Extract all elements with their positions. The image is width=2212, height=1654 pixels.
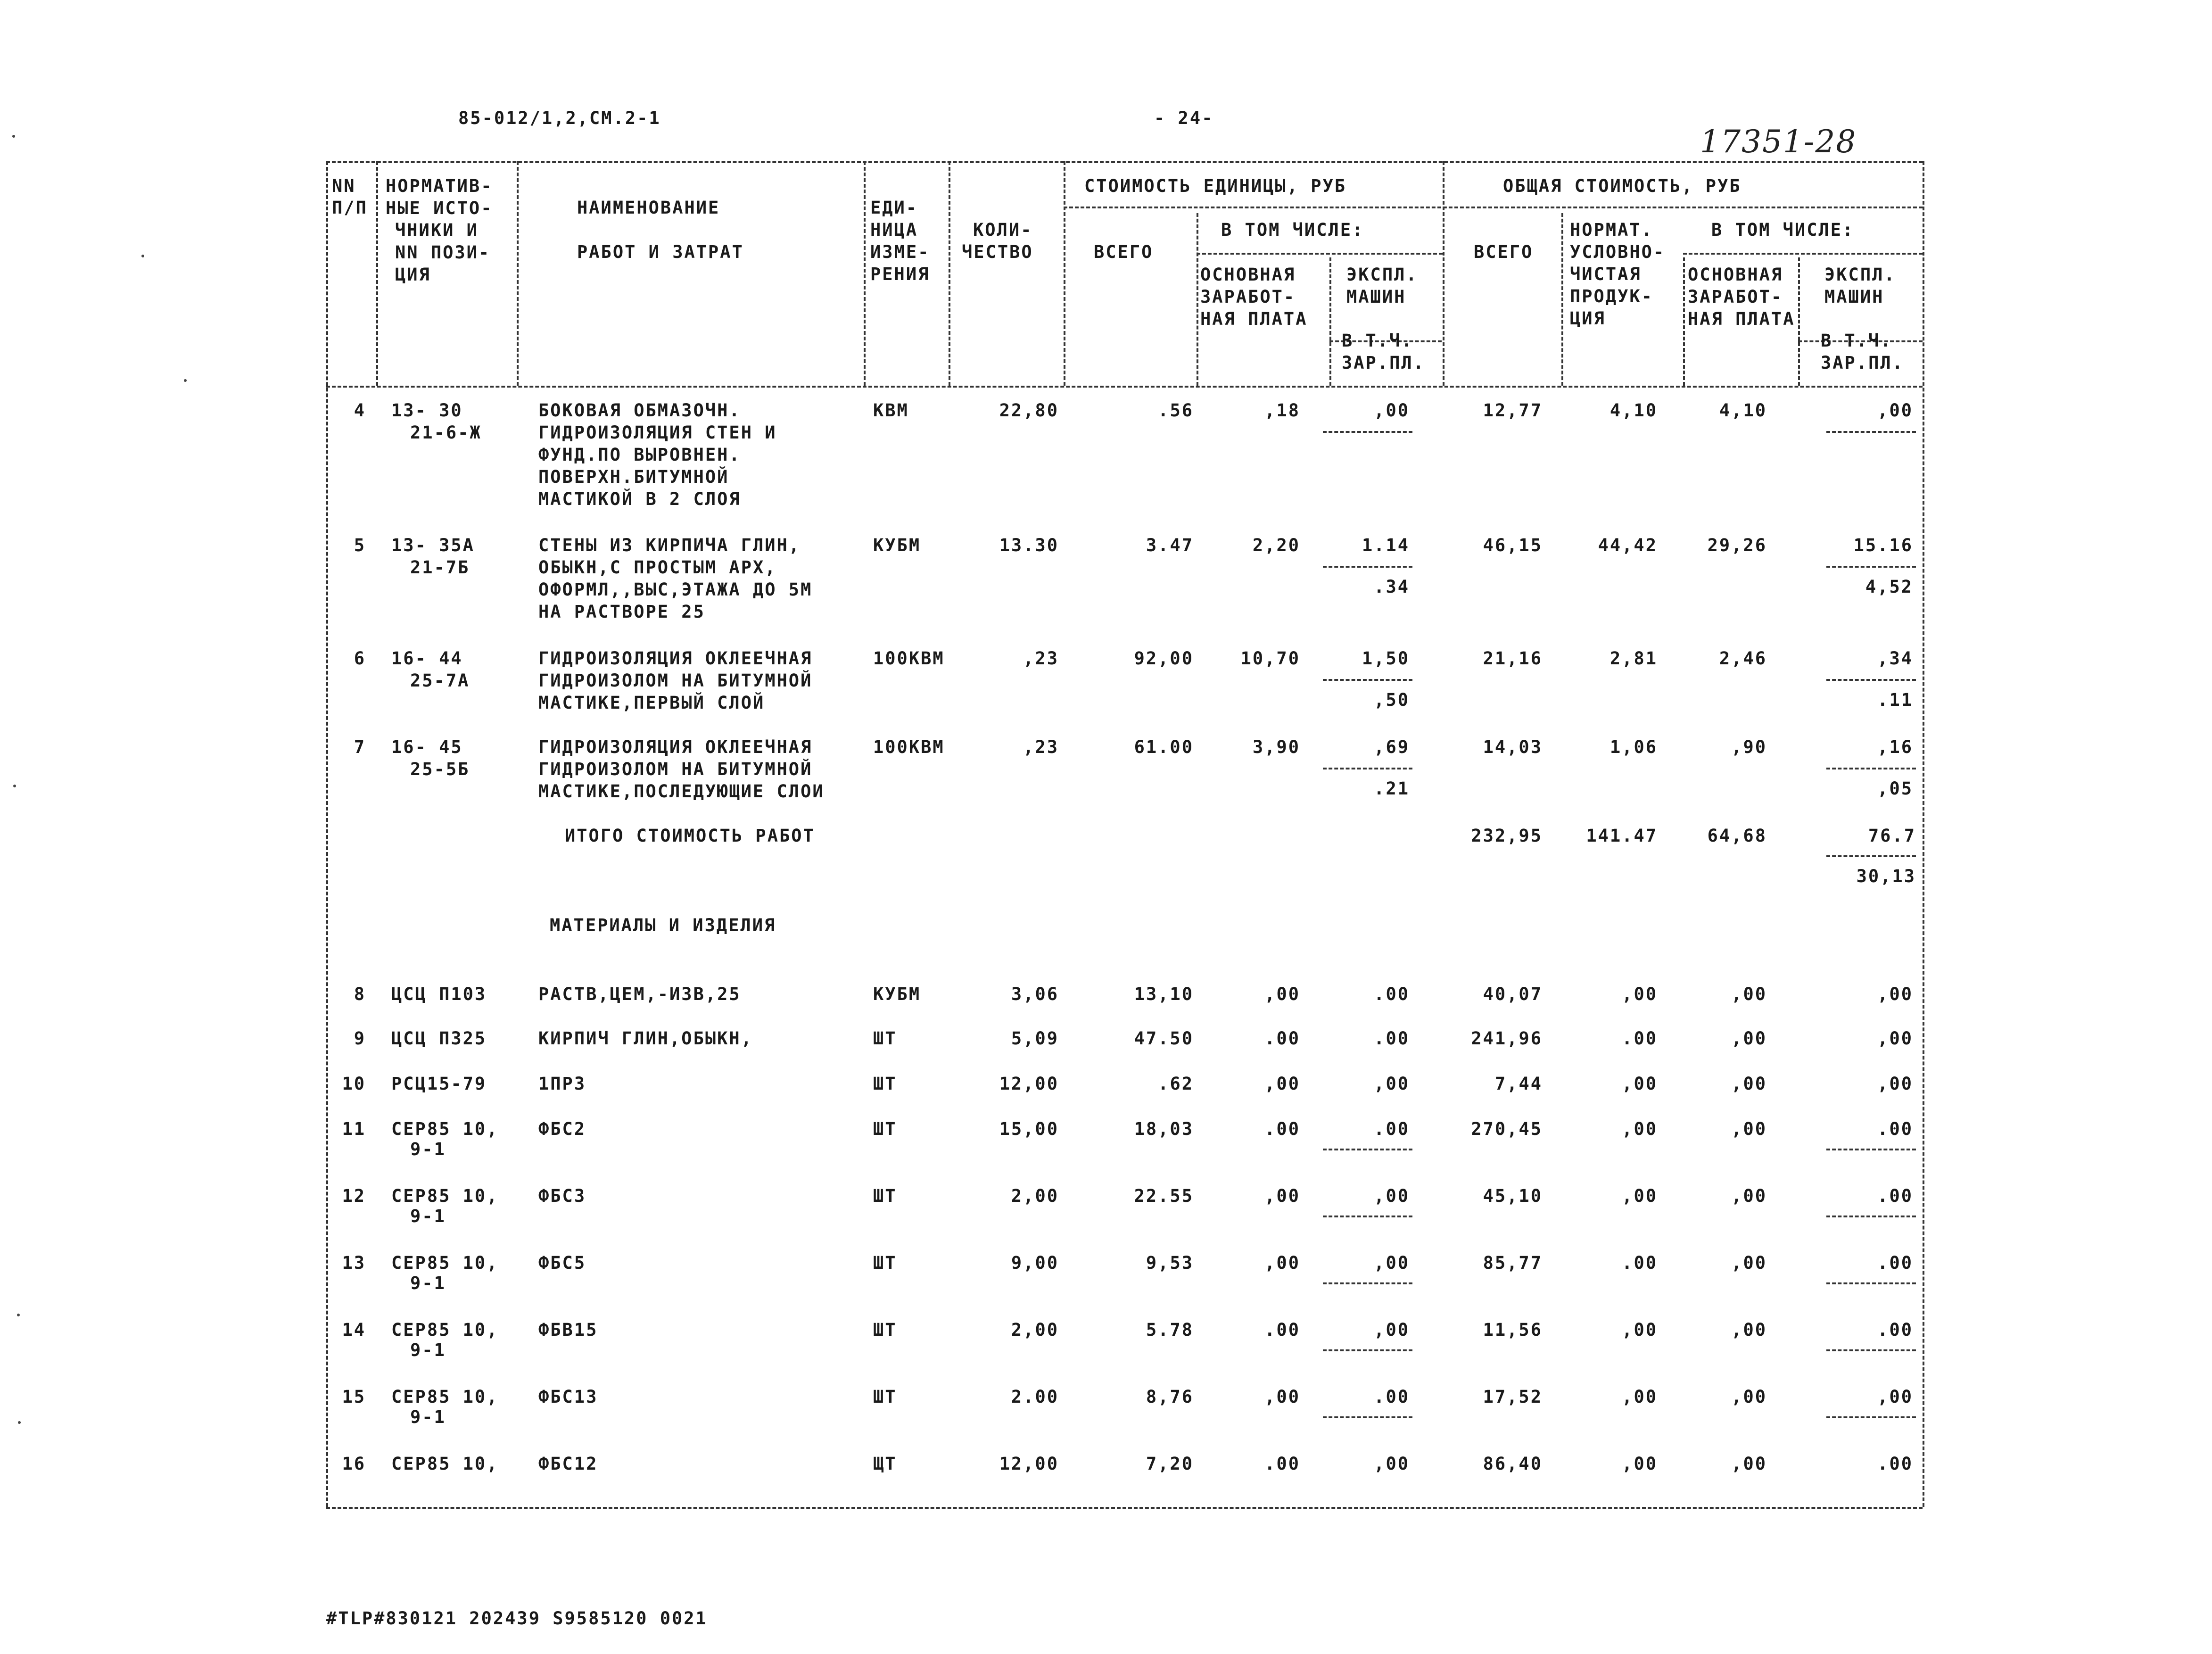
- material-row-unit-mach: ,00: [1374, 1186, 1410, 1206]
- header-col-num: NN: [332, 176, 356, 196]
- work-total-total: 232,95: [1471, 826, 1543, 846]
- material-row-code: 9-1: [410, 1340, 446, 1360]
- material-row-unit: ШТ: [873, 1028, 897, 1049]
- scan-speck: [184, 379, 187, 382]
- work-row-qty: 22,80: [999, 400, 1059, 421]
- material-row-code: СЕР85 10,: [391, 1186, 499, 1206]
- work-row-total-norm: 1,06: [1609, 737, 1658, 757]
- material-row-num: 13: [342, 1253, 366, 1273]
- work-row-name: НА РАСТВОРЕ 25: [538, 602, 705, 622]
- header-total-cost-group: ОБЩАЯ СТОИМОСТЬ, РУБ: [1503, 176, 1742, 196]
- header-col-unit: ЕДИ-: [870, 198, 918, 218]
- work-row-unit: КВМ: [873, 400, 909, 421]
- material-row-unit: КУБМ: [873, 984, 921, 1004]
- header-total-wage: НАЯ ПЛАТА: [1688, 309, 1795, 329]
- material-row-unit-wage: .00: [1264, 1454, 1300, 1474]
- material-row-total: 17,52: [1483, 1387, 1543, 1407]
- material-row-unit-total: 5.78: [1146, 1320, 1194, 1340]
- work-row-qty: ,23: [1023, 648, 1059, 669]
- work-row-norm: 25-7А: [410, 670, 470, 691]
- work-row-qty: 13.30: [999, 535, 1059, 555]
- table-bottom-rule: [326, 1507, 1923, 1509]
- work-row-norm: 16- 45: [391, 737, 463, 757]
- header-col-qty: ЧЕСТВО: [962, 242, 1033, 262]
- material-row-total-mach: ,00: [1877, 984, 1913, 1004]
- scan-speck: [17, 1314, 20, 1316]
- work-row-name: ГИДРОИЗОЛЯЦИЯ СТЕН И: [538, 422, 777, 443]
- work-row-num: 5: [354, 535, 366, 555]
- material-row-total-mach: .00: [1877, 1454, 1913, 1474]
- work-row-norm: 16- 44: [391, 648, 463, 669]
- work-row-unit-total: 61.00: [1134, 737, 1194, 757]
- material-row-code: РСЦ15-79: [391, 1074, 487, 1094]
- material-row-unit: ШТ: [873, 1320, 897, 1340]
- work-row-unit-mach: ,69: [1374, 737, 1410, 757]
- header-total-mach: ЭКСПЛ.: [1824, 265, 1896, 285]
- material-row-qty: 9,00: [1011, 1253, 1059, 1273]
- material-row-total-norm: ,00: [1622, 1387, 1658, 1407]
- subtotal-dash: [1826, 1282, 1916, 1284]
- subtotal-dash: [1323, 1416, 1412, 1418]
- material-row-num: 9: [354, 1028, 366, 1049]
- material-row-total-norm: .00: [1622, 1028, 1658, 1049]
- material-row-qty: 2,00: [1011, 1320, 1059, 1340]
- material-row-total: 45,10: [1483, 1186, 1543, 1206]
- material-row-name: ФБВ15: [538, 1320, 598, 1340]
- material-row-num: 11: [342, 1119, 366, 1139]
- header-unit-wage: ЗАРАБОТ-: [1200, 287, 1296, 307]
- work-row-total-norm: 2,81: [1609, 648, 1658, 669]
- material-row-total-mach: .00: [1877, 1119, 1913, 1139]
- work-row-total-mach-wage: .11: [1877, 690, 1913, 710]
- subtotal-dash: [1826, 1216, 1916, 1217]
- work-row-unit-wage: 10,70: [1240, 648, 1300, 669]
- work-row-total-wage: 29,26: [1707, 535, 1767, 555]
- work-row-unit-mach-wage: .34: [1374, 577, 1410, 597]
- work-row-unit: 100КВМ: [873, 648, 945, 669]
- material-row-total-wage: ,00: [1731, 1119, 1767, 1139]
- material-row-unit-mach: ,00: [1374, 1320, 1410, 1340]
- work-row-name: МАСТИКЕ,ПОСЛЕДУЮЩИЕ СЛОИ: [538, 781, 825, 802]
- scan-speck: [13, 785, 16, 787]
- work-row-norm: 13- 30: [391, 400, 463, 421]
- header-unit-mach-sub: ЗАР.ПЛ.: [1342, 353, 1425, 373]
- work-row-total-norm: 44,42: [1598, 535, 1658, 555]
- header-unit-wage: НАЯ ПЛАТА: [1200, 309, 1308, 329]
- material-row-qty: 12,00: [999, 1454, 1059, 1474]
- work-total-wage: 64,68: [1707, 826, 1767, 846]
- material-row-num: 15: [342, 1387, 366, 1407]
- work-row-total-mach: ,00: [1877, 400, 1913, 421]
- material-row-unit-wage: .00: [1264, 1119, 1300, 1139]
- material-row-unit-mach: .00: [1374, 1119, 1410, 1139]
- material-row-qty: 2,00: [1011, 1186, 1059, 1206]
- material-row-name: КИРПИЧ ГЛИН,ОБЫКН,: [538, 1028, 753, 1049]
- table-left-border: [326, 161, 328, 1507]
- work-row-total-mach-wage: ,05: [1877, 778, 1913, 799]
- material-row-name: РАСТВ,ЦЕМ,-ИЗВ,25: [538, 984, 741, 1004]
- work-row-name: ОБЫКН,С ПРОСТЫМ АРХ,: [538, 557, 777, 578]
- material-row-total-mach: .00: [1877, 1186, 1913, 1206]
- material-row-unit-wage: ,00: [1264, 1387, 1300, 1407]
- material-row-name: ФБС3: [538, 1186, 586, 1206]
- material-row-unit-mach: .00: [1374, 1387, 1410, 1407]
- subtotal-dash: [1826, 1149, 1916, 1150]
- column-separator: [1443, 161, 1444, 386]
- work-row-unit-mach: 1.14: [1362, 535, 1410, 555]
- material-row-num: 12: [342, 1186, 366, 1206]
- material-row-name: ФБС12: [538, 1454, 598, 1474]
- work-row-total-mach: 15.16: [1853, 535, 1913, 555]
- material-row-unit-mach: ,00: [1374, 1454, 1410, 1474]
- work-row-unit-wage: 3,90: [1252, 737, 1300, 757]
- work-row-unit-mach-wage: ,50: [1374, 690, 1410, 710]
- material-row-code: 9-1: [410, 1206, 446, 1226]
- work-row-total-mach: ,16: [1877, 737, 1913, 757]
- material-row-code: 9-1: [410, 1139, 446, 1159]
- material-row-unit-total: 13,10: [1134, 984, 1194, 1004]
- table-right-border: [1923, 161, 1924, 1507]
- material-row-name: ФБС13: [538, 1387, 598, 1407]
- material-row-total-wage: ,00: [1731, 984, 1767, 1004]
- work-row-norm: 21-6-Ж: [410, 422, 482, 443]
- material-row-code: ЦСЦ П325: [391, 1028, 487, 1049]
- header-group-rule: [1064, 207, 1923, 208]
- header-total-mach-sub: В Т.Ч.: [1821, 331, 1892, 351]
- work-row-total-wage: ,90: [1731, 737, 1767, 757]
- material-row-total-wage: ,00: [1731, 1253, 1767, 1273]
- header-bottom-rule: [326, 386, 1923, 388]
- work-row-unit-mach-wage: .21: [1374, 778, 1410, 799]
- material-row-code: СЕР85 10,: [391, 1119, 499, 1139]
- material-row-total-wage: ,00: [1731, 1028, 1767, 1049]
- scan-speck: [141, 255, 144, 257]
- work-row-num: 4: [354, 400, 366, 421]
- subtotal-dash: [1323, 1349, 1412, 1351]
- material-row-qty: 5,09: [1011, 1028, 1059, 1049]
- material-row-qty: 2.00: [1011, 1387, 1059, 1407]
- subtotal-dash: [1323, 679, 1412, 681]
- column-separator: [1329, 257, 1331, 386]
- work-total-label: ИТОГО СТОИМОСТЬ РАБОТ: [565, 826, 815, 846]
- handwritten-ref: 17351-28: [1700, 124, 1857, 160]
- material-row-unit: ШТ: [873, 1074, 897, 1094]
- header-col-norm: NN ПОЗИ-: [395, 242, 491, 263]
- work-row-unit-total: 3.47: [1146, 535, 1194, 555]
- work-total-norm: 141.47: [1586, 826, 1658, 846]
- material-row-total: 270,45: [1471, 1119, 1543, 1139]
- header-unit-incl: В ТОМ ЧИСЛЕ:: [1221, 220, 1364, 240]
- work-row-num: 6: [354, 648, 366, 669]
- header-unit-total: ВСЕГО: [1094, 242, 1154, 262]
- subtotal-dash: [1323, 431, 1412, 433]
- material-row-unit-total: 7,20: [1146, 1454, 1194, 1474]
- material-row-total-wage: ,00: [1731, 1320, 1767, 1340]
- material-row-total: 40,07: [1483, 984, 1543, 1004]
- work-row-total-mach: ,34: [1877, 648, 1913, 669]
- work-row-qty: ,23: [1023, 737, 1059, 757]
- header-total-incl: В ТОМ ЧИСЛЕ:: [1711, 220, 1855, 240]
- work-row-unit-mach: ,00: [1374, 400, 1410, 421]
- work-row-name: СТЕНЫ ИЗ КИРПИЧА ГЛИН,: [538, 535, 801, 555]
- work-row-unit: КУБМ: [873, 535, 921, 555]
- subtotal-dash: [1323, 1282, 1412, 1284]
- column-separator: [864, 161, 866, 386]
- scan-speck: [18, 1421, 21, 1424]
- footer-stamp-code: #TLP#830121 202439 S9585120 0021: [326, 1608, 708, 1629]
- material-row-total-norm: ,00: [1622, 1186, 1658, 1206]
- material-row-total: 85,77: [1483, 1253, 1543, 1273]
- material-row-unit-wage: ,00: [1264, 984, 1300, 1004]
- material-row-total-norm: ,00: [1622, 1074, 1658, 1094]
- material-row-unit-mach: ,00: [1374, 1074, 1410, 1094]
- material-row-num: 10: [342, 1074, 366, 1094]
- work-row-name: ФУНД.ПО ВЫРОВНЕН.: [538, 445, 741, 465]
- header-col-name: НАИМЕНОВАНИЕ: [577, 198, 720, 218]
- column-separator: [376, 161, 378, 386]
- subtotal-dash: [1323, 566, 1412, 568]
- column-separator: [1683, 257, 1685, 386]
- header-total-wage: ЗАРАБОТ-: [1688, 287, 1783, 307]
- material-row-name: ФБС5: [538, 1253, 586, 1273]
- material-row-name: 1ПР3: [538, 1074, 586, 1094]
- header-col-unit: РЕНИЯ: [870, 264, 930, 284]
- header-total-norm: ЧИСТАЯ: [1570, 264, 1642, 284]
- material-row-unit-wage: .00: [1264, 1320, 1300, 1340]
- work-row-unit: 100КВМ: [873, 737, 945, 757]
- work-row-unit-wage: 2,20: [1252, 535, 1300, 555]
- column-separator: [1064, 161, 1065, 386]
- material-row-qty: 15,00: [999, 1119, 1059, 1139]
- work-row-unit-mach: 1,50: [1362, 648, 1410, 669]
- work-row-total: 14,03: [1483, 737, 1543, 757]
- header-unit-mach-sub: В Т.Ч.: [1342, 331, 1413, 351]
- subtotal-dash: [1826, 1416, 1916, 1418]
- work-row-name: БОКОВАЯ ОБМАЗОЧН.: [538, 400, 741, 421]
- work-row-name: МАСТИКЕ,ПЕРВЫЙ СЛОЙ: [538, 693, 765, 713]
- header-total-norm: ЦИЯ: [1570, 308, 1606, 329]
- work-row-total-wage: 2,46: [1719, 648, 1767, 669]
- header-unit-cost-group: СТОИМОСТЬ ЕДИНИЦЫ, РУБ: [1084, 176, 1347, 196]
- header-unit-mach: ЭКСПЛ.: [1346, 265, 1418, 285]
- header-col-unit: ИЗМЕ-: [870, 242, 930, 262]
- material-row-total-wage: ,00: [1731, 1074, 1767, 1094]
- column-separator: [1798, 257, 1800, 386]
- material-row-qty: 12,00: [999, 1074, 1059, 1094]
- material-row-total-mach: ,00: [1877, 1028, 1913, 1049]
- work-row-norm: 13- 35А: [391, 535, 475, 555]
- material-row-unit-wage: ,00: [1264, 1186, 1300, 1206]
- material-row-unit-total: 18,03: [1134, 1119, 1194, 1139]
- column-separator: [949, 161, 950, 386]
- subtotal-dash: [1323, 768, 1412, 769]
- material-row-total: 7,44: [1494, 1074, 1543, 1094]
- header-col-norm: ЧНИКИ И: [395, 220, 479, 240]
- work-total-mach: 76.7: [1868, 826, 1916, 846]
- material-row-qty: 3,06: [1011, 984, 1059, 1004]
- material-row-total-wage: ,00: [1731, 1186, 1767, 1206]
- column-separator: [517, 161, 519, 386]
- work-row-total: 21,16: [1483, 648, 1543, 669]
- work-row-total-wage: 4,10: [1719, 400, 1767, 421]
- header-col-norm: НЫЕ ИСТО-: [386, 198, 493, 218]
- work-row-total-norm: 4,10: [1609, 400, 1658, 421]
- work-total-mach-wage: 30,13: [1856, 866, 1916, 886]
- work-row-unit-total: .56: [1158, 400, 1194, 421]
- page-number: - 24-: [1154, 108, 1214, 128]
- header-col-norm: НОРМАТИВ-: [386, 176, 493, 196]
- material-row-total-norm: ,00: [1622, 1119, 1658, 1139]
- subtotal-dash: [1826, 566, 1916, 568]
- work-row-total-mach-wage: 4,52: [1865, 577, 1913, 597]
- material-row-unit-total: 9,53: [1146, 1253, 1194, 1273]
- material-row-total-mach: .00: [1877, 1320, 1913, 1340]
- materials-heading: МАТЕРИАЛЫ И ИЗДЕЛИЯ: [550, 915, 776, 935]
- material-row-unit-mach: .00: [1374, 984, 1410, 1004]
- material-row-total-norm: ,00: [1622, 984, 1658, 1004]
- header-total-total: ВСЕГО: [1474, 242, 1534, 262]
- header-col-qty: КОЛИ-: [973, 220, 1033, 240]
- doc-code: 85-012/1,2,СМ.2-1: [458, 108, 661, 128]
- subtotal-dash: [1826, 679, 1916, 681]
- header-total-norm: УСЛОВНО-: [1570, 242, 1666, 262]
- material-row-total-norm: ,00: [1622, 1454, 1658, 1474]
- header-total-norm: ПРОДУК-: [1570, 286, 1653, 306]
- material-row-code: СЕР85 10,: [391, 1454, 499, 1474]
- material-row-unit: ШТ: [873, 1119, 897, 1139]
- work-row-name: ОФОРМЛ,,ВЫС,ЭТАЖА ДО 5М: [538, 579, 813, 600]
- material-row-total: 11,56: [1483, 1320, 1543, 1340]
- work-row-total: 46,15: [1483, 535, 1543, 555]
- material-row-unit-mach: .00: [1374, 1028, 1410, 1049]
- material-row-unit-wage: .00: [1264, 1028, 1300, 1049]
- material-row-code: СЕР85 10,: [391, 1320, 499, 1340]
- material-row-num: 8: [354, 984, 366, 1004]
- material-row-total-mach: ,00: [1877, 1074, 1913, 1094]
- material-row-num: 14: [342, 1320, 366, 1340]
- header-total-mach: МАШИН: [1824, 287, 1884, 307]
- material-row-unit-total: 22.55: [1134, 1186, 1194, 1206]
- subtotal-dash: [1323, 1216, 1412, 1217]
- header-col-unit: НИЦА: [870, 220, 918, 240]
- material-row-unit-total: 47.50: [1134, 1028, 1194, 1049]
- material-row-total: 86,40: [1483, 1454, 1543, 1474]
- subtotal-dash: [1826, 1349, 1916, 1351]
- column-separator: [1561, 213, 1563, 386]
- work-row-num: 7: [354, 737, 366, 757]
- material-row-unit: ЩТ: [873, 1454, 897, 1474]
- material-row-unit: ШТ: [873, 1387, 897, 1407]
- header-col-name: РАБОТ И ЗАТРАТ: [577, 242, 744, 262]
- subtotal-dash: [1826, 431, 1916, 433]
- header-col-num: П/П: [332, 198, 368, 218]
- work-row-name: ГИДРОИЗОЛЯЦИЯ ОКЛЕЕЧНАЯ: [538, 737, 813, 757]
- table-top-rule: [326, 161, 1923, 163]
- header-subgroup-rule: [1197, 253, 1443, 255]
- header-total-mach-sub: ЗАР.ПЛ.: [1821, 353, 1904, 373]
- subtotal-dash: [1826, 768, 1916, 769]
- column-separator: [1197, 213, 1198, 386]
- work-row-norm: 25-5Б: [410, 759, 470, 779]
- material-row-unit: ШТ: [873, 1186, 897, 1206]
- material-row-code: 9-1: [410, 1407, 446, 1427]
- material-row-code: СЕР85 10,: [391, 1387, 499, 1407]
- work-row-name: ГИДРОИЗОЛОМ НА БИТУМНОЙ: [538, 759, 813, 779]
- material-row-total-wage: ,00: [1731, 1387, 1767, 1407]
- material-row-unit-total: 8,76: [1146, 1387, 1194, 1407]
- material-row-name: ФБС2: [538, 1119, 586, 1139]
- scan-speck: [12, 135, 15, 138]
- material-row-code: 9-1: [410, 1273, 446, 1293]
- material-row-unit-mach: ,00: [1374, 1253, 1410, 1273]
- header-total-norm: НОРМАТ.: [1570, 220, 1653, 240]
- work-row-unit-wage: ,18: [1264, 400, 1300, 421]
- header-unit-mach: МАШИН: [1346, 287, 1406, 307]
- subtotal-dash: [1826, 855, 1916, 857]
- material-row-code: СЕР85 10,: [391, 1253, 499, 1273]
- material-row-total-wage: ,00: [1731, 1454, 1767, 1474]
- material-row-total: 241,96: [1471, 1028, 1543, 1049]
- material-row-code: ЦСЦ П103: [391, 984, 487, 1004]
- material-row-total-norm: .00: [1622, 1253, 1658, 1273]
- work-row-name: ГИДРОИЗОЛЯЦИЯ ОКЛЕЕЧНАЯ: [538, 648, 813, 669]
- material-row-unit: ШТ: [873, 1253, 897, 1273]
- material-row-unit-wage: ,00: [1264, 1253, 1300, 1273]
- material-row-total-mach: .00: [1877, 1253, 1913, 1273]
- material-row-total-norm: ,00: [1622, 1320, 1658, 1340]
- header-unit-wage: ОСНОВНАЯ: [1200, 265, 1296, 285]
- header-total-wage: ОСНОВНАЯ: [1688, 265, 1783, 285]
- header-col-norm: ЦИЯ: [395, 265, 431, 285]
- work-row-total: 12,77: [1483, 400, 1543, 421]
- work-row-name: ГИДРОИЗОЛОМ НА БИТУМНОЙ: [538, 670, 813, 691]
- material-row-total-mach: ,00: [1877, 1387, 1913, 1407]
- work-row-norm: 21-7Б: [410, 557, 470, 578]
- material-row-unit-total: .62: [1158, 1074, 1194, 1094]
- header-subgroup-rule: [1683, 253, 1923, 255]
- work-row-name: ПОВЕРХН.БИТУМНОЙ: [538, 467, 729, 487]
- work-row-unit-total: 92,00: [1134, 648, 1194, 669]
- material-row-unit-wage: ,00: [1264, 1074, 1300, 1094]
- subtotal-dash: [1323, 1149, 1412, 1150]
- material-row-num: 16: [342, 1454, 366, 1474]
- work-row-name: МАСТИКОЙ В 2 СЛОЯ: [538, 489, 741, 509]
